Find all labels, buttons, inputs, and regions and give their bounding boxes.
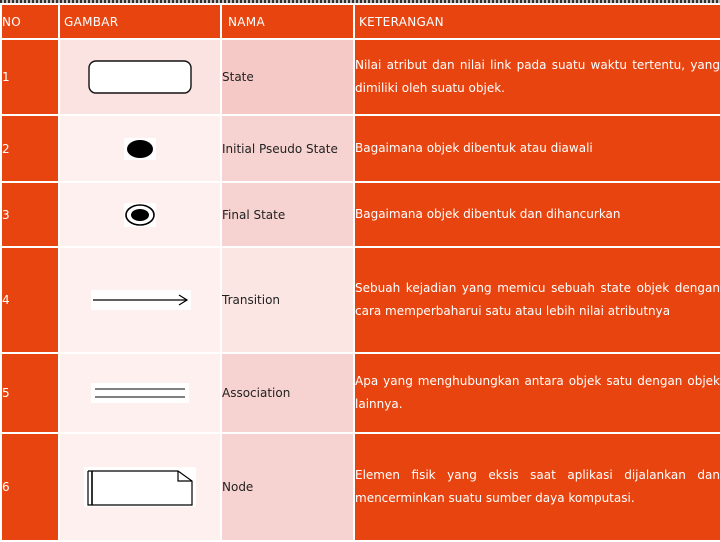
- row-number: 5: [1, 353, 59, 433]
- initial-pseudo-state-filled-circle-icon: [59, 115, 221, 182]
- row-number: 3: [1, 182, 59, 247]
- header-no: NO: [1, 4, 59, 39]
- transition-arrow-icon: [59, 247, 221, 353]
- table-row: [1, 115, 720, 182]
- row-description: Elemen fisik yang eksis saat aplikasi dijalankan dan mencerminkan suatu sumber daya komputasi.: [354, 433, 720, 541]
- row-name: Association: [221, 353, 354, 433]
- row-number: 6: [1, 433, 59, 541]
- row-description: Bagaimana objek dibentuk dan dihancurkan: [354, 182, 720, 247]
- node-folded-box-icon: [59, 433, 221, 541]
- final-state-bullseye-icon: [59, 182, 221, 247]
- row-number: 1: [1, 39, 59, 115]
- table-row: [1, 247, 720, 353]
- row-name: Node: [221, 433, 354, 541]
- table-header-row: [1, 4, 720, 39]
- association-line-icon: [59, 353, 221, 433]
- row-description: Sebuah kejadian yang memicu sebuah state objek dengan cara memperbaharui satu atau lebih nilai atributnya: [354, 247, 720, 353]
- header-nama: NAMA: [221, 4, 354, 39]
- table-row: [1, 353, 720, 433]
- header-gambar: GAMBAR: [59, 4, 221, 39]
- row-description: Nilai atribut dan nilai link pada suatu waktu tertentu, yang dimiliki oleh suatu objek.: [354, 39, 720, 115]
- row-name: Initial Pseudo State: [221, 115, 354, 182]
- row-name: Transition: [221, 247, 354, 353]
- table-row: [1, 433, 720, 541]
- header-keterangan: KETERANGAN: [354, 4, 720, 39]
- row-name: State: [221, 39, 354, 115]
- row-description: Bagaimana objek dibentuk atau diawali: [354, 115, 720, 182]
- row-description: Apa yang menghubungkan antara objek satu dengan objek lainnya.: [354, 353, 720, 433]
- row-number: 2: [1, 115, 59, 182]
- row-number: 4: [1, 247, 59, 353]
- table-row: [1, 182, 720, 247]
- row-name: Final State: [221, 182, 354, 247]
- table-row: [1, 39, 720, 115]
- uml-symbol-table: [0, 3, 720, 542]
- state-rounded-rect-icon: [59, 39, 221, 115]
